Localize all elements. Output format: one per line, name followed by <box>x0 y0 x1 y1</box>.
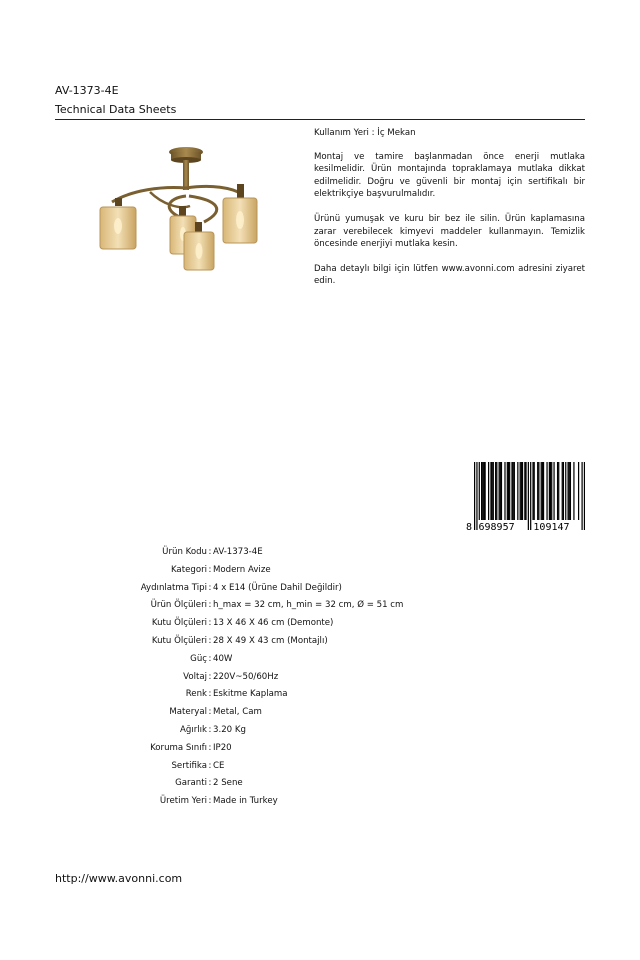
barcode-bar <box>525 462 526 520</box>
spec-row <box>100 597 403 615</box>
barcode-bar <box>532 462 533 520</box>
spec-label: Güç <box>190 653 207 664</box>
barcode-bar <box>524 462 525 520</box>
barcode-bar <box>485 462 486 520</box>
barcode-digits: 8 <box>466 522 473 532</box>
spec-separator: : <box>208 760 212 771</box>
spec-value: 3.20 Kg <box>213 724 246 735</box>
usage-info-block <box>314 127 585 300</box>
spec-row <box>100 740 403 758</box>
barcode-bar <box>513 462 514 520</box>
barcode-bar <box>520 462 521 520</box>
spec-label: Garanti <box>175 778 207 789</box>
barcode-bar <box>569 462 570 520</box>
barcode-bar <box>538 462 539 520</box>
spec-value: Eskitme Kaplama <box>213 689 288 700</box>
spec-row <box>100 615 403 633</box>
spec-value: AV-1373-4E <box>213 547 263 557</box>
spec-separator: : <box>208 796 212 807</box>
spec-label: Kategori <box>170 564 207 575</box>
barcode-bar <box>507 462 508 520</box>
barcode-bar <box>492 462 493 520</box>
spec-separator: : <box>208 724 212 735</box>
spec-separator: : <box>208 564 212 575</box>
barcode-digits: 109147 <box>533 522 570 532</box>
barcode-bar <box>541 462 542 520</box>
barcode-bar <box>557 462 558 520</box>
spec-label: Üretim Yeri <box>159 796 207 807</box>
barcode-bar <box>493 462 494 520</box>
spec-label: Kutu Ölçüleri <box>151 635 207 646</box>
barcode-bar <box>546 462 547 520</box>
barcode-bar <box>565 462 566 520</box>
barcode-bar <box>534 462 535 520</box>
barcode-bar <box>514 462 515 520</box>
spec-separator: : <box>208 707 212 718</box>
barcode-bar <box>501 462 502 520</box>
spec-row <box>100 686 403 704</box>
spec-value: 220V~50/60Hz <box>213 671 279 682</box>
spec-row <box>100 562 403 580</box>
document-subtitle: Technical Data Sheets <box>55 103 177 116</box>
spec-value: h_max = 32 cm, h_min = 32 cm, Ø = 51 cm <box>213 600 404 611</box>
spec-row <box>100 544 403 562</box>
barcode-bar <box>500 462 501 520</box>
spec-label: Ağırlık <box>179 724 207 735</box>
spec-label: Kutu Ölçüleri <box>151 618 207 629</box>
barcode-bar <box>511 462 512 520</box>
spec-value: 13 X 46 X 46 cm (Demonte) <box>213 618 334 629</box>
spec-separator: : <box>208 671 212 682</box>
spec-label: Ürün Kodu <box>162 547 207 557</box>
specifications-table <box>100 544 403 811</box>
barcode-bar <box>490 462 491 520</box>
barcode-bar <box>581 462 582 530</box>
spec-row <box>100 580 403 598</box>
usage-location-text: Kullanım Yeri : İç Mekan <box>314 128 416 138</box>
spec-row <box>100 669 403 687</box>
barcode-bar <box>578 462 579 520</box>
spec-label: Koruma Sınıfı <box>150 742 207 753</box>
spec-value: Metal, Cam <box>213 707 262 718</box>
barcode-bar <box>550 462 551 520</box>
barcode-bar <box>551 462 552 520</box>
barcode-bar <box>528 462 529 530</box>
barcode-digits: 698957 <box>478 522 515 532</box>
barcode-bar <box>483 462 484 520</box>
spec-row <box>100 775 403 793</box>
spec-separator: : <box>208 618 212 629</box>
spec-label: Voltaj <box>183 671 207 682</box>
spec-separator: : <box>208 635 212 646</box>
barcode-bar <box>553 462 554 520</box>
barcode-bar <box>509 462 510 520</box>
barcode-bar <box>482 462 483 520</box>
spec-row <box>100 651 403 669</box>
barcode-bar <box>584 462 585 530</box>
barcode-bar <box>474 462 475 530</box>
barcode-bar <box>517 462 518 520</box>
spec-separator: : <box>208 600 212 611</box>
barcode-bar <box>537 462 538 520</box>
spec-value: 40W <box>213 653 233 664</box>
header-divider <box>55 119 585 120</box>
spec-row <box>100 704 403 722</box>
spec-label: Renk <box>185 689 207 700</box>
barcode-bar <box>508 462 509 520</box>
barcode-bar <box>542 462 543 520</box>
footer-website-url: http://www.avonni.com <box>55 872 183 885</box>
spec-value: IP20 <box>213 742 232 753</box>
barcode-bar <box>558 462 559 520</box>
spec-row <box>100 633 403 651</box>
spec-value: 2 Sene <box>213 778 243 789</box>
barcode-bar <box>476 462 477 530</box>
spec-label: Sertifika <box>171 760 207 771</box>
spec-separator: : <box>208 653 212 664</box>
product-barcode <box>466 462 585 532</box>
spec-label: Aydınlatma Tipi <box>140 582 207 593</box>
spec-row <box>100 793 403 811</box>
barcode-bar <box>573 462 574 520</box>
chandelier-product-image <box>92 140 267 275</box>
barcode-bar <box>570 462 571 520</box>
spec-label: Ürün Ölçüleri <box>150 600 207 611</box>
barcode-bar <box>562 462 563 520</box>
barcode-bar <box>479 462 480 520</box>
barcode-bar <box>530 462 531 530</box>
spec-row <box>100 758 403 776</box>
more-info-paragraph: Daha detaylı bilgi için lütfen www.avonni.com adresini ziyaret edin. <box>314 263 585 287</box>
barcode-bar <box>522 462 523 520</box>
barcode-bar <box>488 462 489 520</box>
barcode-bar <box>521 462 522 520</box>
spec-separator: : <box>208 742 212 753</box>
spec-value: Modern Avize <box>213 564 271 575</box>
product-code-title: AV-1373-4E <box>55 84 119 97</box>
barcode-bar <box>481 462 482 520</box>
spec-value: Made in Turkey <box>213 796 278 807</box>
spec-value: 28 X 49 X 43 cm (Montajlı) <box>213 635 328 646</box>
spec-separator: : <box>208 689 212 700</box>
cleaning-paragraph: Ürünü yumuşak ve kuru bir bez ile silin. Ürün kaplamasına zarar verebilecek kimyevi maddeler kullanmayın. Temizlik öncesinde enerjiyi mutlaka kesin. <box>314 213 585 250</box>
barcode-bar <box>563 462 564 520</box>
barcode-bar <box>543 462 544 520</box>
barcode-bar <box>495 462 496 520</box>
spec-value: 4 x E14 (Ürüne Dahil Değildir) <box>213 582 342 593</box>
spec-value: CE <box>213 760 225 771</box>
barcode-bar <box>504 462 505 520</box>
safety-paragraph: Montaj ve tamire başlanmadan önce enerji mutlaka kesilmelidir. Ürün montajında topraklamaya mutlaka dikkat edilmelidir. Doğru ve güvenli bir montaj için sertifikalı bir elektrikçiye başvurulmalıdır. <box>314 151 585 200</box>
barcode-bar <box>496 462 497 520</box>
barcode-bar <box>499 462 500 520</box>
spec-row <box>100 722 403 740</box>
spec-separator: : <box>208 547 212 557</box>
spec-label: Materyal <box>169 707 207 718</box>
barcode-bar <box>549 462 550 520</box>
spec-separator: : <box>208 778 212 789</box>
spec-separator: : <box>208 582 212 593</box>
barcode-bar <box>567 462 568 520</box>
